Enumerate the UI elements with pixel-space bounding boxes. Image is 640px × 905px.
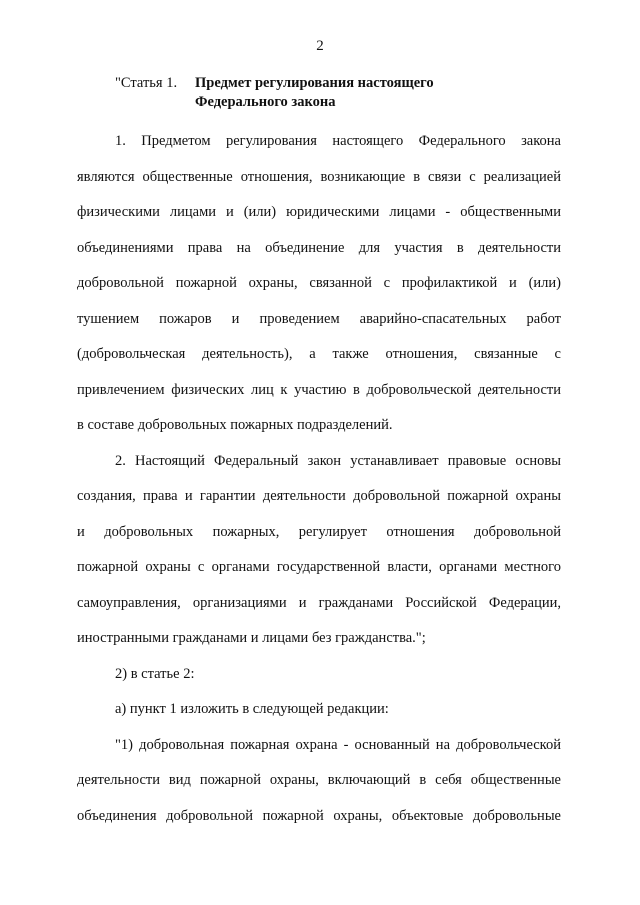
text-line: физическими лицами и (или) юридическими лицами - общественными [77, 204, 561, 220]
text-line: тушением пожаров и проведением аварийно-спасательных работ [77, 310, 561, 327]
text-line: создания, права и гарантии деятельности добровольной пожарной охраны [77, 488, 561, 504]
text-line: деятельности вид пожарной охраны, включающий в себя общественные [77, 772, 561, 788]
text-line: привлечением физических лиц к участию в добровольческой деятельности [77, 381, 561, 398]
paragraph [77, 728, 561, 835]
text-line: самоуправления, организациями и гражданами Российской Федерации, [77, 594, 561, 611]
text-line: (добровольческая деятельность), а также отношения, связанные с [77, 346, 561, 362]
text-line: добровольной пожарной охраны, связанной с профилактикой и (или) [77, 275, 561, 291]
text-line: 2. Настоящий Федеральный закон устанавливает правовые основы [115, 452, 561, 469]
text-line: 1. Предметом регулирования настоящего Федерального закона [115, 133, 561, 149]
document-body [77, 124, 561, 834]
paragraph [77, 124, 561, 444]
text-line: объединения добровольной пожарной охраны, объектовые добровольные [77, 807, 561, 824]
text-line: пожарной охраны с органами государственной власти, органами местного [77, 559, 561, 575]
text-line: в составе добровольных пожарных подразделений. [77, 417, 393, 433]
article-title [195, 74, 495, 112]
page-number: 2 [316, 38, 324, 54]
text-line: "1) добровольная пожарная охрана - основанный на добровольческой [115, 736, 561, 753]
paragraph [77, 657, 561, 693]
text-line: 2) в статье 2: [115, 665, 195, 682]
article-label: "Статья 1. [115, 75, 178, 91]
text-line: объединениями права на объединение для участия в деятельности [77, 239, 561, 256]
article-title-line: Предмет регулирования настоящего [195, 75, 434, 91]
paragraph [77, 444, 561, 657]
text-line: являются общественные отношения, возникающие в связи с реализацией [77, 168, 561, 185]
text-line: иностранными гражданами и лицами без гражданства."; [77, 630, 426, 646]
article-title-line: Федерального закона [195, 94, 336, 110]
paragraph [77, 692, 561, 728]
text-line: и добровольных пожарных, регулирует отношения добровольной [77, 523, 561, 540]
text-line: а) пункт 1 изложить в следующей редакции: [115, 701, 389, 717]
